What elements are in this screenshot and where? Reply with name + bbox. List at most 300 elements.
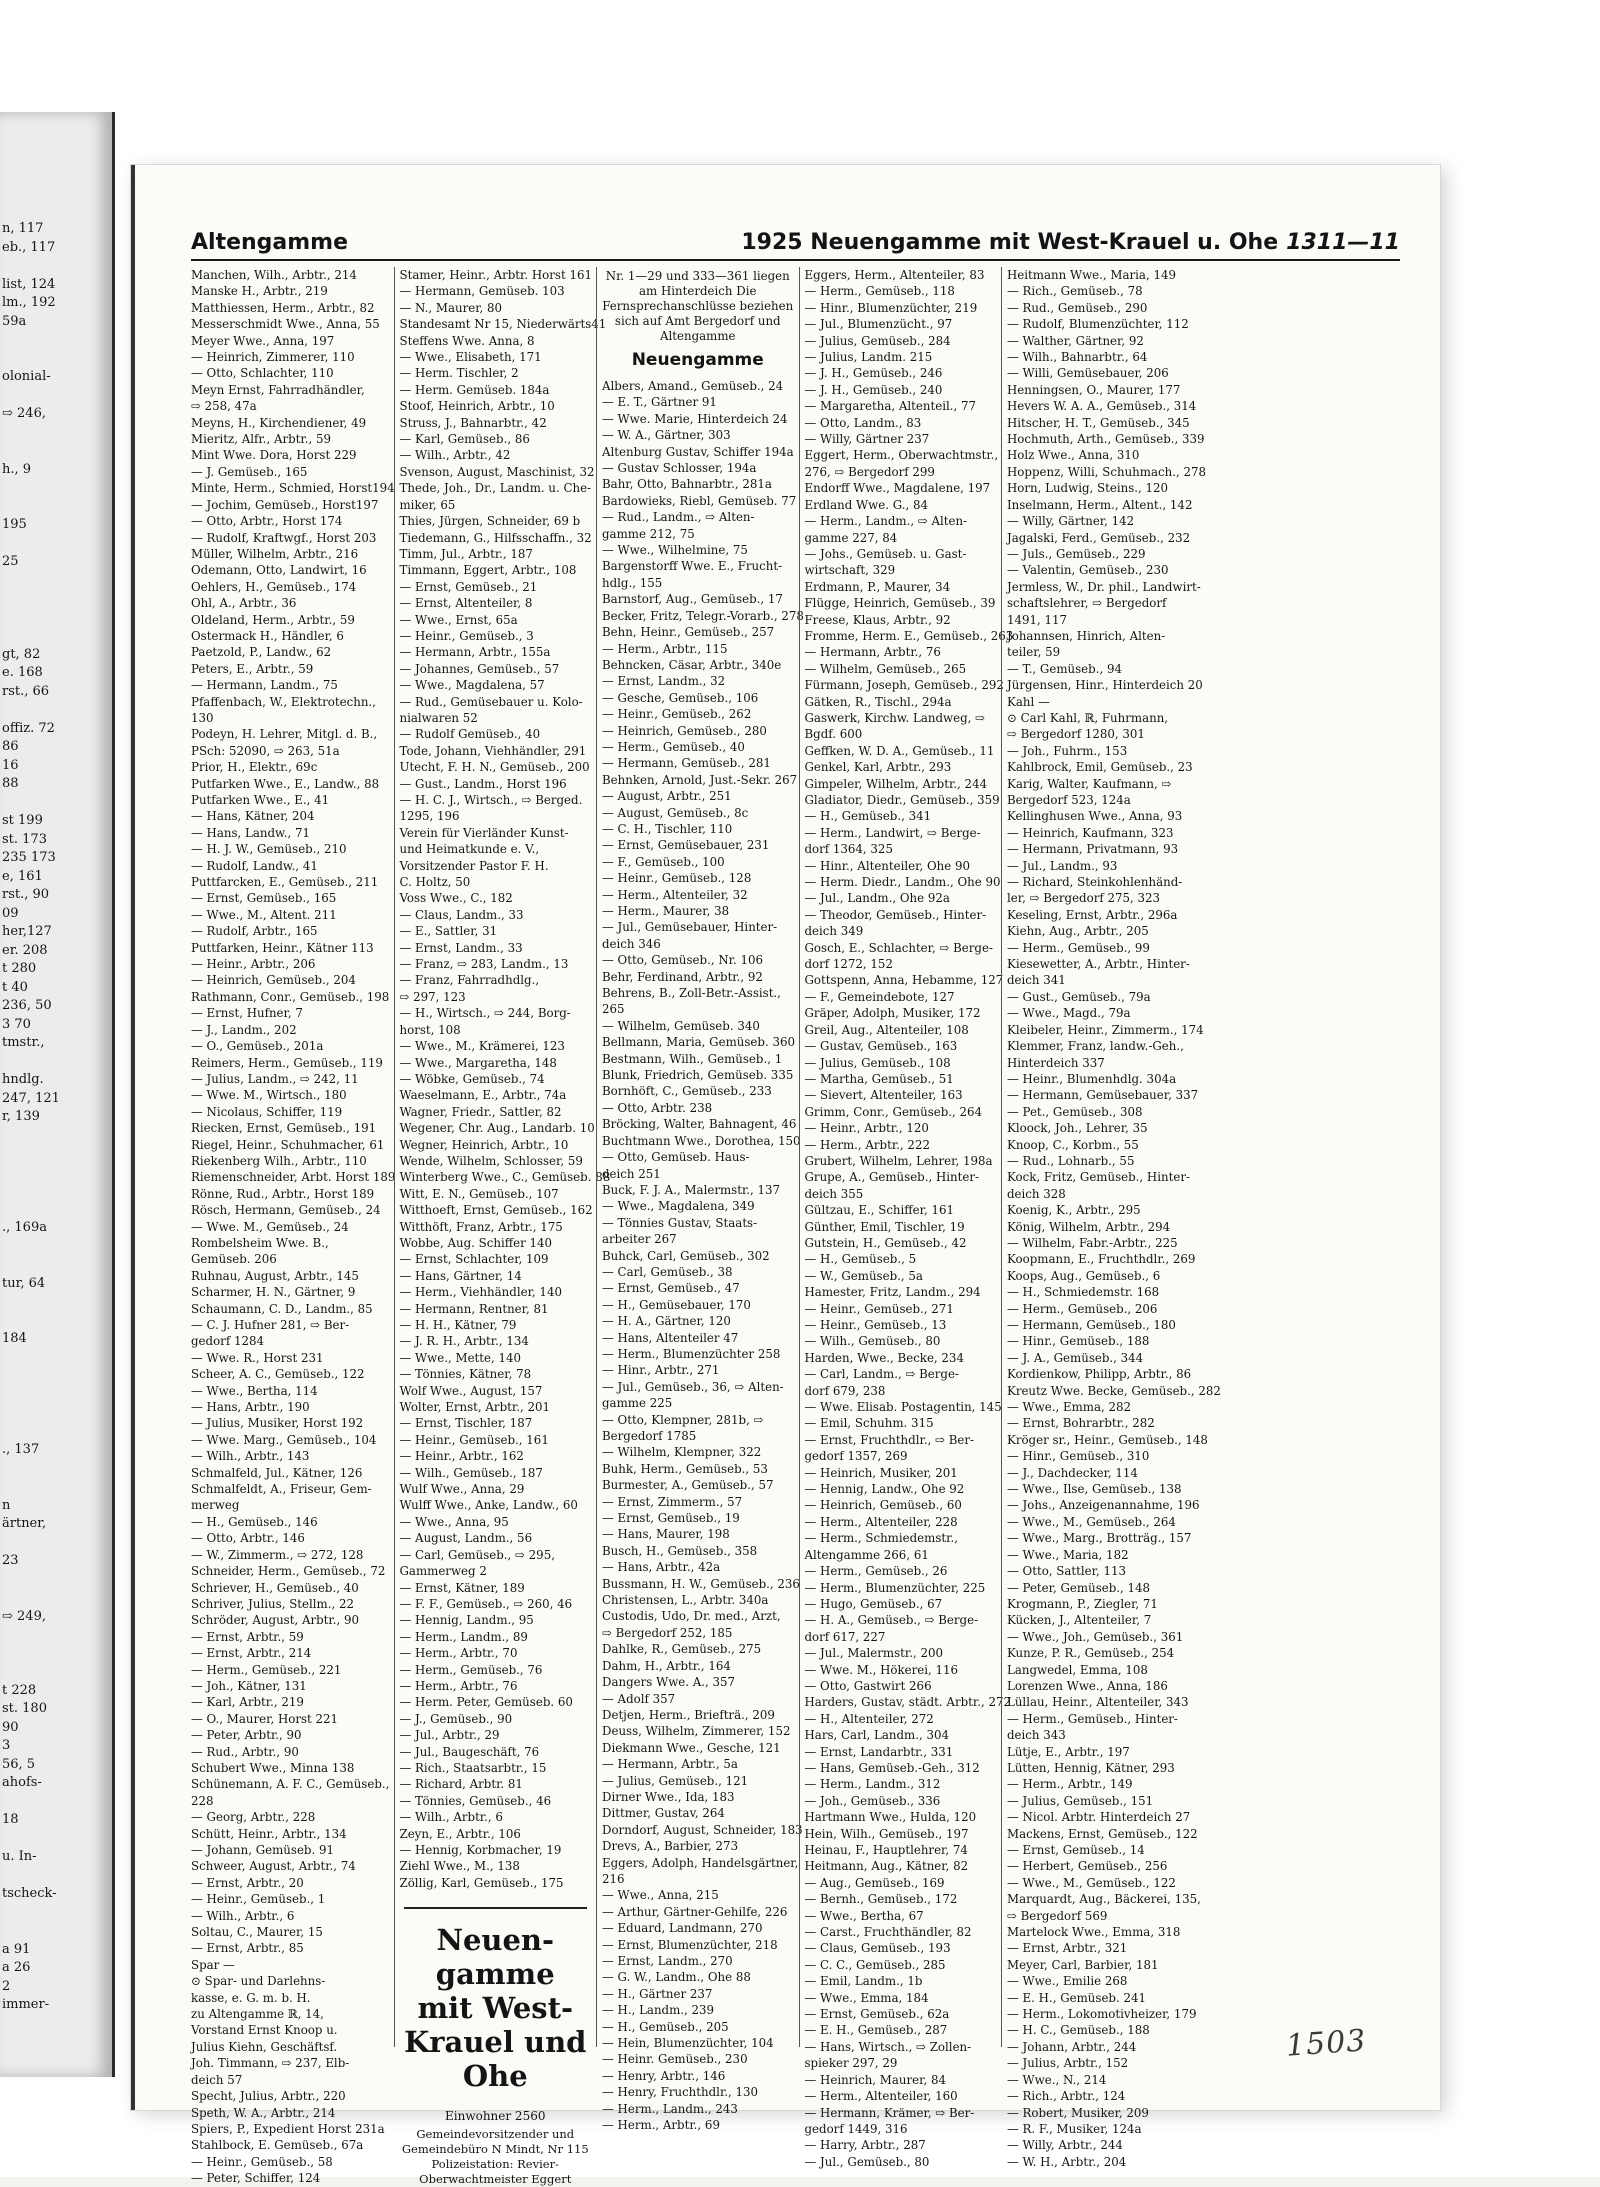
directory-entry: — Ernst, Gemüseb., 19 [602, 1511, 740, 1526]
directory-entry: — Heinr., Gemüseb., 271 [804, 1301, 954, 1316]
directory-entry: — W., Zimmerm., ⇨ 272, 128 [191, 1547, 364, 1562]
directory-entry: zu Altengamme ℝ, 14, [191, 2007, 324, 2022]
directory-entry: — Herm. Gemüseb. 184a [399, 382, 550, 397]
directory-entry: — Herm., Altenteiler, 32 [602, 887, 748, 902]
column-2 [394, 267, 611, 2187]
left-page-fragment: tscheck- [2, 1886, 57, 1901]
left-page-fragment [2, 1922, 112, 1941]
directory-entry: arbeiter 267 [602, 1232, 677, 1247]
directory-entry: — Jul., Arbtr., 29 [399, 1728, 500, 1743]
title-line: mit West- [417, 1991, 574, 2026]
left-page-fragment: 184 [2, 1331, 27, 1346]
directory-entry: Dittmer, Gustav, 264 [602, 1806, 725, 1821]
directory-entry: — Johs., Gemüseb. u. Gast- [804, 546, 967, 561]
directory-entry: — Wilh., Arbtr., 42 [399, 448, 511, 463]
directory-entry: — Theodor, Gemüseb., Hinter- [804, 907, 987, 922]
directory-entry: Schriever, H., Gemüseb., 40 [191, 1580, 359, 1595]
left-page-fragment [2, 1127, 112, 1146]
directory-entry: — Wwe., Anna, 215 [602, 1888, 719, 1903]
directory-entry: — Otto, Gemüseb., Nr. 106 [602, 953, 764, 968]
directory-entry: — E. H., Gemüseb. 241 [1007, 1990, 1146, 2005]
directory-entry: — Ernst, Landarbtr., 331 [804, 1744, 954, 1759]
left-page-fragment [2, 1423, 112, 1442]
directory-entry: Erdland Wwe. G., 84 [804, 497, 928, 512]
directory-entry: — Ernst, Arbtr., 20 [191, 1875, 304, 1890]
directory-entry: — Otto, Gastwirt 266 [804, 1678, 932, 1693]
directory-entry: — Ernst, Landm., 33 [399, 940, 523, 955]
directory-entry: — Wwe., M., Gemüseb., 122 [1007, 1875, 1176, 1890]
directory-entry: Schneider, Herm., Gemüseb., 72 [191, 1564, 386, 1579]
directory-entry: — E. H., Gemüseb., 287 [804, 2023, 948, 2038]
directory-entry: — Wwe., M., Altent. 211 [191, 907, 337, 922]
column-3-entries [602, 378, 804, 2133]
directory-entry: C. Holtz, 50 [399, 875, 471, 890]
left-page-fragment [2, 257, 112, 276]
directory-entry: Ruhnau, August, Arbtr., 145 [191, 1268, 359, 1283]
municipal-info: Gemeindevorsitzender und Gemeindebüro N Mindt, Nr 115 Polizeistation: Revier-Oberwachtmeister Eggert [401, 2127, 589, 2187]
directory-entry: Gätken, R., Tischl., 294a [804, 694, 952, 709]
directory-entry: — Heinrich, Gemüseb., 60 [804, 1498, 962, 1513]
directory-entry: Schröder, August, Arbtr., 90 [191, 1613, 360, 1628]
directory-entry: — Heinrich, Musiker, 201 [804, 1465, 958, 1480]
left-page-fragment: e, 161 [2, 868, 43, 884]
directory-entry: — Hugo, Gemüseb., 67 [804, 1596, 943, 1611]
directory-entry: Pfaffenbach, W., Elektrotechn., [191, 694, 376, 709]
title-line: gamme [435, 1957, 555, 1992]
directory-entry: Julius Kiehn, Geschäftsf. [191, 2039, 338, 2054]
directory-entry: — Carst., Fruchthändler, 82 [804, 1925, 972, 1940]
directory-entry: Minte, Herm., Schmied, Horst194 [191, 481, 395, 496]
directory-entry: — Wwe., Magd., 79a [1007, 1006, 1131, 1021]
directory-entry: Behrens, B., Zoll-Betr.-Assist., [602, 986, 781, 1001]
directory-entry: — O., Maurer, Horst 221 [191, 1711, 339, 1726]
directory-entry: — Walther, Gärtner, 92 [1007, 333, 1144, 348]
directory-entry: — Herm., Arbtr., 222 [804, 1137, 930, 1152]
directory-entry: — Wwe., Magdalena, 349 [602, 1199, 755, 1214]
directory-entry: Lütje, E., Arbtr., 197 [1007, 1744, 1130, 1759]
directory-entry: Fromme, Herm. E., Gemüseb., 263 [804, 628, 1014, 643]
directory-entry: 1491, 117 [1007, 612, 1068, 627]
directory-entry: deich 349 [804, 924, 864, 939]
directory-entry: — Wilhelm, Fabr.-Arbtr., 225 [1007, 1235, 1178, 1250]
directory-entry: — Wwe., Anna, 95 [399, 1514, 509, 1529]
directory-entry: — Jochim, Gemüseb., Horst197 [191, 497, 379, 512]
directory-entry: Drevs, A., Barbier, 273 [602, 1839, 739, 1854]
directory-entry: — Rud., Arbtr., 90 [191, 1744, 299, 1759]
left-page-fragment [2, 1589, 112, 1608]
left-page-fragment: hndlg. [2, 1072, 44, 1087]
directory-entry: — Herm. Tischler, 2 [399, 366, 519, 381]
directory-entry: — W., Gemüseb., 5a [804, 1268, 923, 1283]
directory-entry: — Wilh., Bahnarbtr., 64 [1007, 350, 1148, 365]
directory-entry: Matthiessen, Herm., Arbtr., 82 [191, 300, 375, 315]
directory-entry: — Ernst, Schlachter, 109 [399, 1252, 549, 1267]
directory-entry: — Herm., Gemüseb., 118 [804, 284, 955, 299]
directory-entry: — Nicolaus, Schiffer, 119 [191, 1104, 343, 1119]
directory-entry: — Otto, Arbtr. 238 [602, 1100, 713, 1115]
section-heading: Neuengamme [631, 350, 764, 370]
directory-entry: — Adolf 357 [602, 1691, 676, 1706]
left-page-fragment [2, 1793, 112, 1812]
directory-entry: Schmalfeldt, A., Friseur, Gem- [191, 1482, 372, 1497]
running-head-left: Altengamme [191, 230, 349, 255]
directory-entry: — Claus, Landm., 33 [399, 907, 524, 922]
directory-entry: Ziehl Wwe., M., 138 [399, 1859, 520, 1874]
directory-entry: — Georg, Arbtr., 228 [191, 1810, 316, 1825]
directory-entry: — Claus, Gemüseb., 193 [804, 1941, 951, 1956]
directory-entry: Becker, Fritz, Telegr.-Vorarb., 278 [602, 608, 804, 623]
directory-entry: — J. Gemüseb., 165 [191, 464, 308, 479]
directory-entry: Meyer Wwe., Anna, 197 [191, 333, 335, 348]
directory-entry: Paetzold, P., Landw., 62 [191, 645, 332, 660]
directory-entry: — Jul., Landm., Ohe 92a [804, 891, 950, 906]
directory-entry: — Valentin, Gemüseb., 230 [1007, 563, 1169, 578]
left-page-fragment: eb., 117 [2, 239, 56, 255]
directory-entry: Ohl, A., Arbtr., 36 [191, 596, 297, 611]
directory-entry: Busch, H., Gemüseb., 358 [602, 1543, 758, 1558]
directory-entry: Tode, Johann, Viehhändler, 291 [399, 743, 587, 758]
directory-entry: — Peter, Gemüseb., 148 [1007, 1580, 1151, 1595]
directory-entry: Harders, Gustav, städt. Arbtr., 272 [804, 1695, 1011, 1710]
directory-entry: Manchen, Wilh., Arbtr., 214 [191, 268, 357, 282]
directory-entry: Geffken, W. D. A., Gemüseb., 11 [804, 743, 995, 758]
directory-entry: — Peter, Schiffer, 124 [191, 2171, 321, 2186]
left-page-fragment [2, 1201, 112, 1220]
left-page-fragment [2, 1349, 112, 1368]
directory-entry: — Margaretha, Altenteil., 77 [804, 399, 977, 414]
directory-entry: — Hermann, Landm., 75 [191, 678, 338, 693]
left-page-fragment: u. In- [2, 1849, 37, 1864]
directory-entry: — Karl, Arbtr., 219 [191, 1695, 304, 1710]
directory-entry: — Herm., Landm., 243 [602, 2101, 738, 2116]
directory-entry: Kreutz Wwe. Becke, Gemüseb., 282 [1007, 1383, 1221, 1398]
directory-entry: Barnstorf, Aug., Gemüseb., 17 [602, 592, 783, 607]
directory-entry: — Henry, Fruchthdlr., 130 [602, 2085, 759, 2100]
directory-entry: — Rudolf, Arbtr., 165 [191, 924, 318, 939]
left-page-fragment: 59a [2, 313, 27, 329]
directory-entry: Harden, Wwe., Becke, 234 [804, 1350, 964, 1365]
directory-entry: Stoof, Heinrich, Arbtr., 10 [399, 399, 555, 414]
directory-entry: Oldeland, Herm., Arbtr., 59 [191, 612, 355, 627]
directory-entry: — Herm., Blumenzüchter, 225 [804, 1580, 986, 1595]
directory-entry: — Johann, Arbtr., 244 [1007, 2039, 1137, 2054]
directory-entry: Schriver, Julius, Stellm., 22 [191, 1596, 355, 1611]
directory-entry: Gimpeler, Wilhelm, Arbtr., 244 [804, 776, 988, 791]
left-page-fragment [2, 1367, 112, 1386]
directory-entry: — Ernst, Blumenzüchter, 218 [602, 1937, 778, 1952]
directory-entry: — Heinr., Blumenhdlg. 304a [1007, 1071, 1177, 1086]
directory-entry: Eggert, Herm., Oberwachtmstr., [804, 448, 999, 463]
directory-entry: — Jul., Blumenzücht., 97 [804, 317, 953, 332]
directory-entry: schaftslehrer, ⇨ Bergedorf [1007, 596, 1167, 611]
directory-entry: — Wwe., N., 214 [1007, 2072, 1107, 2087]
left-page-fragment: ., 137 [2, 1442, 40, 1457]
directory-entry: — Gesche, Gemüseb., 106 [602, 690, 759, 705]
directory-entry: — Wwe., Mette, 140 [399, 1350, 522, 1365]
directory-entry: Ostermack H., Händler, 6 [191, 628, 344, 643]
directory-entry: Putfarken Wwe., E., Landw., 88 [191, 776, 380, 791]
directory-entry: — Heinr., Arbtr., 162 [399, 1449, 524, 1464]
directory-entry: Inselmann, Herm., Altent., 142 [1007, 497, 1193, 512]
directory-entry: — Rudolf Gemüseb., 40 [399, 727, 541, 742]
left-page-fragment [2, 1534, 112, 1553]
directory-entry: Keseling, Ernst, Arbtr., 296a [1007, 907, 1178, 922]
left-page-fragment: tur, 64 [2, 1275, 46, 1291]
left-page-fragment: ⇨ 249, [2, 1608, 46, 1624]
directory-entry: — Herm., Viehhändler, 140 [399, 1285, 562, 1300]
directory-entry: Timm, Jul., Arbtr., 187 [399, 546, 533, 561]
directory-entry: — J. A., Gemüseb., 344 [1007, 1350, 1144, 1365]
directory-entry: — Wwe., Bertha, 67 [804, 1908, 924, 1923]
directory-entry: — Wilh., Arbtr., 6 [399, 1810, 503, 1825]
directory-entry: Grimm, Conr., Gemüseb., 264 [804, 1104, 983, 1119]
section-title-block [404, 1907, 588, 2103]
directory-entry: Flügge, Heinrich, Gemüseb., 39 [804, 596, 996, 611]
directory-entry: — Herm. Peter, Gemüseb. 60 [399, 1695, 573, 1710]
left-page-fragment: olonial- [2, 369, 51, 384]
directory-entry: Mieritz, Alfr., Arbtr., 59 [191, 432, 332, 447]
directory-entry: — Gustav, Gemüseb., 163 [804, 1039, 958, 1054]
directory-entry: Kiesewetter, A., Arbtr., Hinter- [1007, 957, 1190, 972]
directory-entry: — Wwe., Bertha, 114 [191, 1383, 318, 1398]
directory-entry: Soltau, C., Maurer, 15 [191, 1925, 323, 1940]
directory-entry: — Otto, Landm., 83 [804, 415, 922, 430]
directory-entry: Greil, Aug., Altenteiler, 108 [804, 1022, 969, 1037]
directory-entry: — Jul., Gemüseb., 80 [804, 2154, 930, 2169]
directory-entry: Dirner Wwe., Ida, 183 [602, 1789, 735, 1804]
directory-entry: ⇨ 297, 123 [399, 989, 466, 1004]
directory-entry: — Heinr., Gemüseb., 262 [602, 707, 752, 722]
directory-entry: Schütt, Heinr., Arbtr., 134 [191, 1826, 347, 1841]
directory-entry: nialwaren 52 [399, 710, 478, 725]
directory-entry: Christensen, L., Arbtr. 340a [602, 1593, 769, 1608]
directory-entry: deich 328 [1007, 1186, 1066, 1201]
left-page-fragment [2, 701, 112, 720]
directory-entry: — Carl, Landm., ⇨ Berge- [804, 1367, 959, 1382]
directory-entry: Kiehn, Aug., Arbtr., 205 [1007, 924, 1149, 939]
directory-entry: — Hermann, Rentner, 81 [399, 1301, 549, 1316]
directory-entry: Hars, Carl, Landm., 304 [804, 1728, 949, 1743]
directory-entry: Langwedel, Emma, 108 [1007, 1662, 1148, 1677]
directory-entry: — Jul., Landm., 93 [1007, 858, 1118, 873]
directory-entry: ⇨ Bergedorf 252, 185 [602, 1625, 733, 1640]
directory-entry: — Wwe. R., Horst 231 [191, 1350, 324, 1365]
directory-entry: — Hinr., Blumenzüchter, 219 [804, 300, 978, 315]
directory-entry: Waeselmann, E., Arbtr., 74a [399, 1088, 567, 1103]
left-page-fragment [2, 590, 112, 609]
directory-entry: Kücken, J., Altenteiler, 7 [1007, 1613, 1152, 1628]
directory-entry: Hitscher, H. T., Gemüseb., 345 [1007, 415, 1190, 430]
directory-entry: — Carl, Gemüseb., 38 [602, 1264, 733, 1279]
directory-entry: — Ernst, Gemüseb., 14 [1007, 1843, 1145, 1857]
left-page-fragment [2, 1571, 112, 1590]
directory-entry: Burmester, A., Gemüseb., 57 [602, 1478, 774, 1493]
directory-entry: ler, ⇨ Bergedorf 275, 323 [1007, 891, 1160, 906]
left-page-fragment [2, 479, 112, 498]
directory-entry: Meyer, Carl, Barbier, 181 [1007, 1957, 1159, 1972]
directory-entry: Struss, J., Bahnarbtr., 42 [399, 415, 547, 430]
directory-entry: Zeyn, E., Arbtr., 106 [399, 1826, 521, 1841]
directory-entry: dorf 1272, 152 [804, 957, 893, 972]
directory-entry: horst, 108 [399, 1022, 461, 1037]
directory-entry: — C. J. Hufner 281, ⇨ Ber- [191, 1318, 350, 1332]
directory-entry: dorf 617, 227 [804, 1629, 886, 1644]
left-page-fragment: st 199 [2, 813, 43, 828]
left-page-fragment: er. 208 [2, 942, 48, 958]
directory-entry: — Otto, Arbtr., 146 [191, 1531, 305, 1546]
directory-entry: Thede, Joh., Dr., Landm. u. Che- [399, 481, 592, 496]
directory-entry: — Wwe. M., Gemüseb., 24 [191, 1219, 349, 1234]
left-page-fragment [2, 1663, 112, 1682]
directory-entry: — Rud., Lohnarb., 55 [1007, 1153, 1135, 1168]
directory-entry: Putfarken Wwe., E., 41 [191, 793, 330, 807]
directory-entry: — Julius, Gemüseb., 121 [602, 1773, 749, 1788]
directory-entry: — Herm., Landm., ⇨ Alten- [804, 514, 968, 529]
left-page-fragment: t 40 [2, 979, 28, 995]
directory-entry: Timmann, Eggert, Arbtr., 108 [399, 563, 577, 578]
directory-entry: — Wwe. M., Wirtsch., 180 [191, 1088, 347, 1103]
directory-entry: Gräper, Adolph, Musiker, 172 [804, 1006, 981, 1021]
page-header [191, 217, 1400, 261]
left-page-text-fragments [0, 112, 112, 2015]
directory-entry: Stahlbock, E. Gemüseb., 67a [191, 2138, 364, 2153]
directory-entry: — Richard, Arbtr. 81 [399, 1777, 523, 1792]
directory-entry: — Herm., Lokomotivheizer, 179 [1007, 2007, 1197, 2022]
directory-entry: — Hinr., Altenteiler, Ohe 90 [804, 858, 971, 873]
directory-entry: Detjen, Herm., Briefträ., 209 [602, 1707, 775, 1722]
left-page-fragment [2, 387, 112, 406]
directory-entry: — Hinr., Gemüseb., 188 [1007, 1334, 1150, 1349]
directory-entry: — Hans, Arbtr., 42a [602, 1560, 721, 1575]
directory-entry: Bornhöft, C., Gemüseb., 233 [602, 1084, 772, 1099]
directory-entry: Gaswerk, Kirchw. Landweg, ⇨ [804, 710, 986, 725]
directory-entry: — Juls., Gemüseb., 229 [1007, 546, 1146, 561]
directory-entry: — Ernst, Arbtr., 321 [1007, 1941, 1128, 1956]
left-page-fragment: offiz. 72 [2, 720, 55, 736]
directory-entry: — Herbert, Gemüseb., 256 [1007, 1859, 1168, 1874]
directory-entry: PSch: 52090, ⇨ 263, 51a [191, 743, 340, 758]
directory-entry: Schünemann, A. F. C., Gemüseb., [191, 1777, 390, 1792]
directory-entry: Wegner, Heinrich, Arbtr., 10 [399, 1137, 569, 1152]
directory-entry: hdlg., 155 [602, 575, 663, 590]
directory-entry: Winterberg Wwe., C., Gemüseb. 88 [399, 1170, 611, 1185]
directory-entry: — Jul., Gemüseb., 36, ⇨ Alten- [602, 1379, 784, 1394]
directory-entry: — Hans, Gemüseb.-Geh., 312 [804, 1760, 980, 1775]
directory-entry: Grupe, A., Gemüseb., Hinter- [804, 1170, 979, 1185]
directory-entry: — Rud., Gemüseb., 290 [1007, 300, 1148, 315]
left-page-fragment: tmstr., [2, 1035, 45, 1050]
directory-entry: — Hermann, Gemüseb., 180 [1007, 1318, 1176, 1332]
directory-entry: Hevers W. A. A., Gemüseb., 314 [1007, 399, 1197, 414]
directory-entry: Buck, F. J. A., Malermstr., 137 [602, 1182, 781, 1197]
directory-entry: — Gustav Schlosser, 194a [602, 461, 757, 476]
left-page-fragment: n [2, 1497, 11, 1513]
directory-entry: — Johannes, Gemüseb., 57 [399, 661, 560, 676]
directory-entry: Behnken, Arnold, Just.-Sekr. 267 [602, 772, 798, 787]
directory-entry: Bellmann, Maria, Gemüseb. 360 [602, 1035, 795, 1050]
directory-entry: — H., Gemüseb., 341 [804, 809, 932, 824]
left-page-fragment: 2 [2, 1978, 11, 1994]
directory-entry: — H., Landm., 239 [602, 2003, 715, 2018]
directory-entry: Riecken, Ernst, Gemüseb., 191 [191, 1121, 377, 1136]
directory-entry: — Wwe., Joh., Gemüseb., 361 [1007, 1629, 1184, 1644]
directory-entry: Bgdf. 600 [804, 727, 863, 742]
column-3 [596, 267, 804, 2133]
directory-entry: — Wwe., Ernst, 65a [399, 612, 518, 627]
left-page-fragment: t 228 [2, 1682, 37, 1698]
directory-entry: teiler, 59 [1007, 645, 1061, 660]
directory-entry: — W. A., Gärtner, 303 [602, 428, 731, 443]
directory-entry: 130 [191, 710, 214, 725]
directory-entry: — Herm., Arbtr., 69 [602, 2118, 720, 2133]
directory-entry: — Herm., Schmiedemstr., [804, 1531, 958, 1546]
directory-entry: Lorenzen Wwe., Anna, 186 [1007, 1678, 1168, 1693]
left-page-fragment [2, 1867, 112, 1886]
directory-entry: Johannsen, Hinrich, Alten- [1007, 628, 1166, 643]
title-line: Neuen- [436, 1923, 555, 1958]
directory-entry: — Ernst, Landm., 32 [602, 674, 726, 689]
directory-entry: Meyns, H., Kirchendiener, 49 [191, 415, 367, 430]
directory-entry: ⇨ Bergedorf 569 [1007, 1908, 1108, 1923]
directory-entry: Oehlers, H., Gemüseb., 174 [191, 579, 357, 594]
directory-entry: — Tönnies, Kätner, 78 [399, 1367, 532, 1382]
directory-entry: 1295, 196 [399, 809, 460, 824]
directory-entry: Hartmann Wwe., Hulda, 120 [804, 1810, 977, 1825]
directory-entry: — Heinr., Arbtr., 120 [804, 1121, 929, 1136]
directory-entry: — Herm., Arbtr., 76 [399, 1678, 518, 1693]
directory-entry: Witthöft, Franz, Arbtr., 175 [399, 1219, 563, 1234]
directory-entry: Mackens, Ernst, Gemüseb., 122 [1007, 1826, 1198, 1841]
left-page-fragment: rst., 66 [2, 683, 50, 699]
directory-entry: — Heinrich, Gemüseb., 204 [191, 973, 356, 988]
directory-entry: Kordienkow, Philipp, Arbtr., 86 [1007, 1367, 1192, 1382]
directory-entry: — Aug., Gemüseb., 169 [804, 1875, 945, 1890]
directory-entry: miker, 65 [399, 497, 456, 512]
directory-entry: Custodis, Udo, Dr. med., Arzt, [602, 1609, 781, 1624]
directory-entry: — Hermann, Gemüseb. 103 [399, 284, 565, 299]
directory-entry: gamme 227, 84 [804, 530, 898, 545]
directory-entry: Klemmer, Franz, landw.-Geh., [1007, 1039, 1184, 1054]
directory-entry: Lütten, Hennig, Kätner, 293 [1007, 1760, 1175, 1775]
directory-entry: — Heinr. Gemüseb., 230 [602, 2052, 748, 2067]
directory-entry: Bahr, Otto, Bahnarbtr., 281a [602, 477, 772, 492]
directory-entry: — Julius, Musiker, Horst 192 [191, 1416, 364, 1431]
directory-entry: Behr, Ferdinand, Arbtr., 92 [602, 969, 763, 984]
directory-entry: Mint Wwe. Dora, Horst 229 [191, 448, 357, 463]
directory-entry: Freese, Klaus, Arbtr., 92 [804, 612, 951, 627]
directory-entry: — W. H., Arbtr., 204 [1007, 2154, 1127, 2169]
left-page-fragment: 236, 50 [2, 998, 52, 1013]
directory-entry: — Hans, Maurer, 198 [602, 1527, 730, 1542]
directory-entry: — J., Landm., 202 [191, 1022, 297, 1037]
directory-entry: — Sievert, Altenteiler, 163 [804, 1088, 963, 1103]
directory-entry: Wagner, Friedr., Sattler, 82 [399, 1104, 562, 1119]
directory-entry: Henningsen, O., Maurer, 177 [1007, 382, 1181, 397]
directory-entry: Buchtmann Wwe., Dorothea, 150 [602, 1133, 801, 1148]
left-page-fragment [2, 1312, 112, 1331]
directory-entry: — J., Dachdecker, 114 [1007, 1465, 1138, 1480]
directory-entry: — H. C., Gemüseb., 188 [1007, 2023, 1150, 2038]
directory-entry: Horn, Ludwig, Steins., 120 [1007, 481, 1169, 496]
directory-entry: — Ernst, Gemüseb., 62a [804, 2007, 950, 2022]
directory-entry: — H., Schmiedemstr. 168 [1007, 1285, 1160, 1300]
directory-entry: Albers, Amand., Gemüseb., 24 [602, 379, 784, 393]
directory-entry: — Ernst, Arbtr., 214 [191, 1646, 312, 1661]
directory-entry: — Hans, Wirtsch., ⇨ Zollen- [804, 2039, 972, 2054]
directory-entry: Reimers, Herm., Gemüseb., 119 [191, 1055, 383, 1070]
directory-entry: Witt, E. N., Gemüseb., 107 [399, 1186, 559, 1201]
directory-entry: gedorf 1284 [191, 1334, 264, 1349]
